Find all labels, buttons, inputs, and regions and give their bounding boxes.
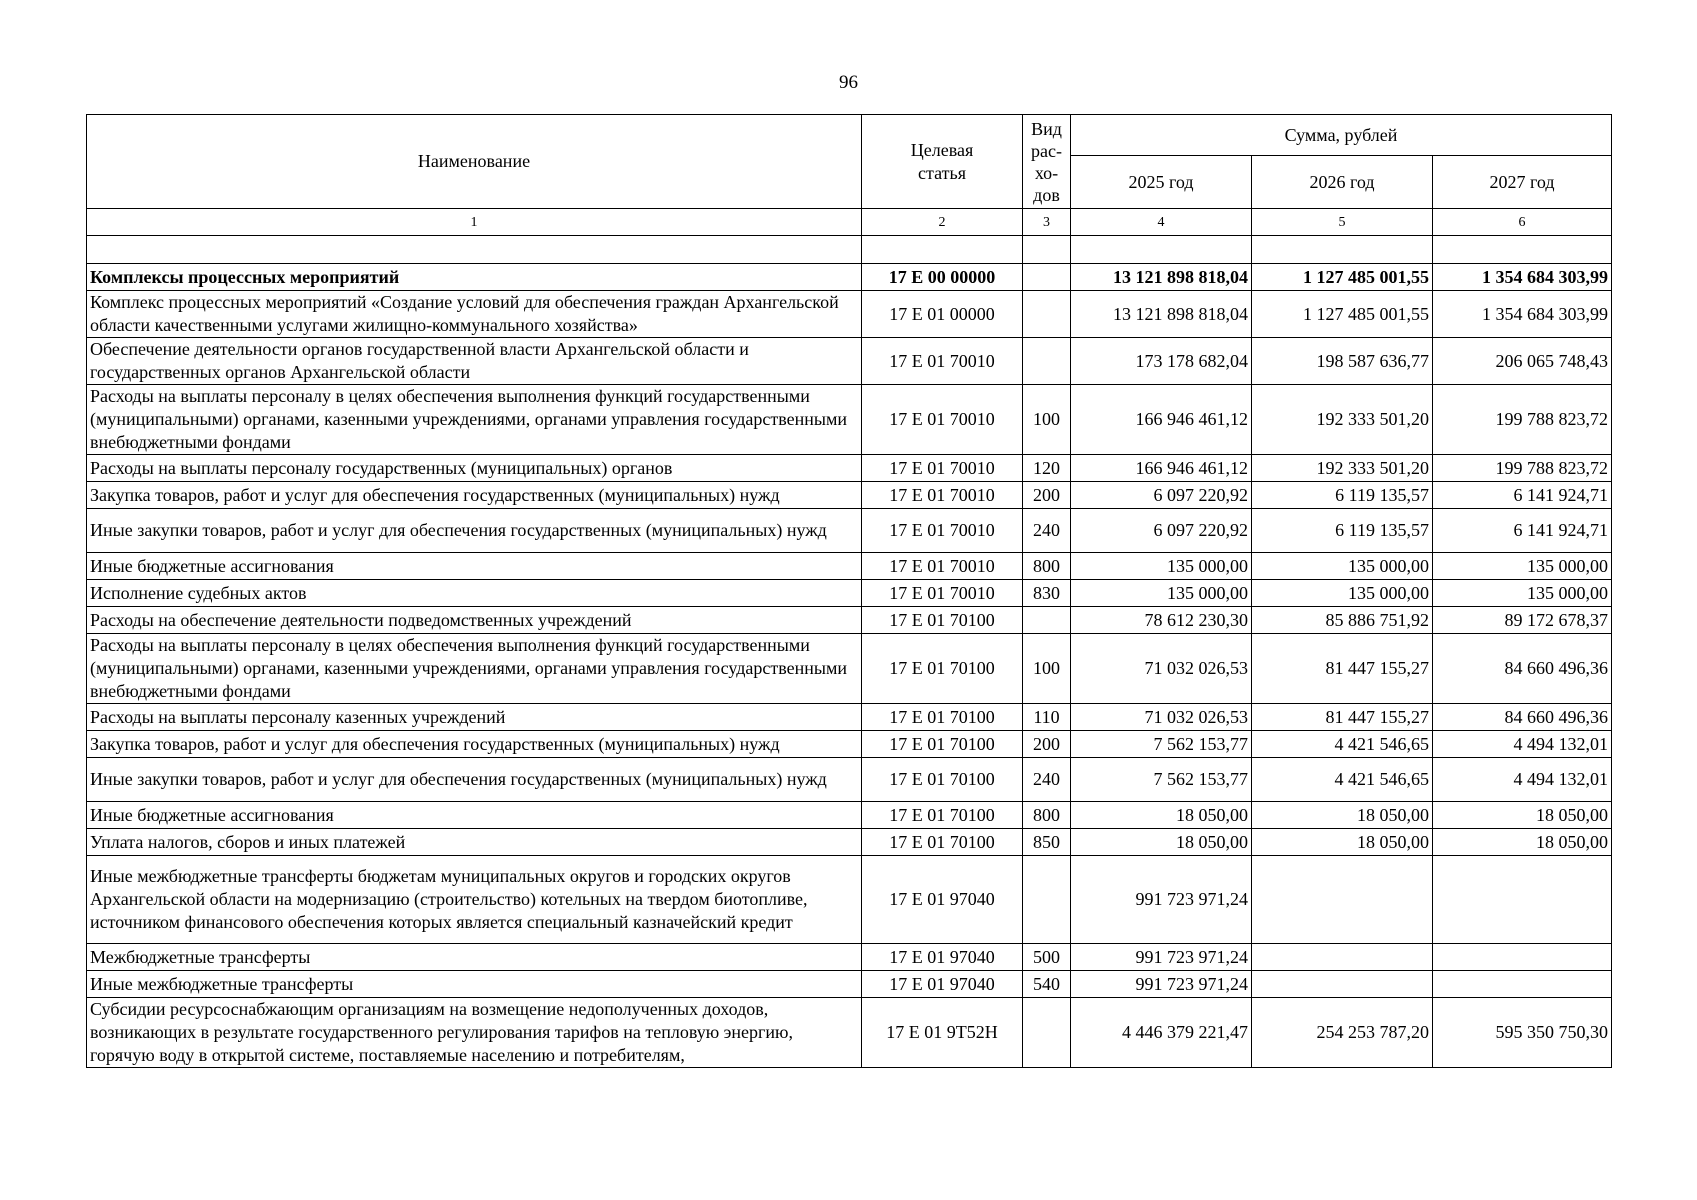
header-year-2026: 2026 год	[1252, 156, 1433, 209]
row-expense-type	[1023, 338, 1071, 385]
row-amount-2027: 4 494 132,01	[1433, 758, 1612, 802]
row-expense-type: 240	[1023, 509, 1071, 553]
row-amount-2027: 135 000,00	[1433, 580, 1612, 607]
table-row	[87, 731, 1612, 758]
row-amount-2026: 4 421 546,65	[1252, 758, 1433, 802]
row-amount-2026: 1 127 485 001,55	[1252, 264, 1433, 291]
row-amount-2026	[1252, 971, 1433, 998]
row-amount-2026	[1252, 856, 1433, 944]
row-amount-2025: 13 121 898 818,04	[1071, 264, 1252, 291]
table-row	[87, 607, 1612, 634]
table-body	[87, 264, 1612, 1068]
empty-row	[87, 236, 1612, 264]
row-amount-2025: 991 723 971,24	[1071, 971, 1252, 998]
column-number: 3	[1023, 209, 1071, 236]
row-amount-2025: 18 050,00	[1071, 802, 1252, 829]
row-amount-2027: 6 141 924,71	[1433, 509, 1612, 553]
row-amount-2026: 6 119 135,57	[1252, 482, 1433, 509]
row-name: Иные межбюджетные трансферты	[87, 971, 862, 998]
header-target-label: Целевая статья	[910, 139, 974, 183]
table-row	[87, 580, 1612, 607]
header-year-2025: 2025 год	[1071, 156, 1252, 209]
header-vid-line: хо-	[1034, 162, 1059, 183]
row-amount-2025: 6 097 220,92	[1071, 509, 1252, 553]
table-row	[87, 338, 1612, 385]
column-number: 4	[1071, 209, 1252, 236]
row-expense-type: 120	[1023, 455, 1071, 482]
row-amount-2026: 6 119 135,57	[1252, 509, 1433, 553]
row-amount-2026: 81 447 155,27	[1252, 634, 1433, 704]
row-amount-2027: 84 660 496,36	[1433, 634, 1612, 704]
row-amount-2025: 7 562 153,77	[1071, 758, 1252, 802]
row-name: Закупка товаров, работ и услуг для обеспечения государственных (муниципальных) нужд	[87, 731, 862, 758]
row-target-code: 17 Е 01 70100	[862, 607, 1023, 634]
empty-cell	[1252, 236, 1433, 264]
row-target-code: 17 Е 01 97040	[862, 856, 1023, 944]
table-row	[87, 944, 1612, 971]
row-amount-2025: 4 446 379 221,47	[1071, 998, 1252, 1068]
empty-cell	[87, 236, 862, 264]
row-amount-2027: 6 141 924,71	[1433, 482, 1612, 509]
header-target	[862, 115, 1023, 209]
empty-cell	[862, 236, 1023, 264]
row-amount-2026: 192 333 501,20	[1252, 455, 1433, 482]
row-name: Иные закупки товаров, работ и услуг для обеспечения государственных (муниципальных) нужд	[87, 509, 862, 553]
header-sum: Сумма, рублей	[1071, 115, 1612, 156]
row-target-code: 17 Е 01 70010	[862, 455, 1023, 482]
column-number: 1	[87, 209, 862, 236]
row-name: Расходы на выплаты персоналу государственных (муниципальных) органов	[87, 455, 862, 482]
row-amount-2025: 13 121 898 818,04	[1071, 291, 1252, 338]
row-amount-2027	[1433, 971, 1612, 998]
header-year-2027: 2027 год	[1433, 156, 1612, 209]
row-expense-type: 200	[1023, 482, 1071, 509]
row-amount-2027: 199 788 823,72	[1433, 455, 1612, 482]
row-name: Иные межбюджетные трансферты бюджетам муниципальных округов и городских округов Архангельской области на модернизацию (строительство) котельных на твердом биотопливе, источником финансового обеспечения которых является специальный казначейский кредит	[87, 856, 862, 944]
row-amount-2026: 135 000,00	[1252, 553, 1433, 580]
row-expense-type	[1023, 291, 1071, 338]
row-expense-type: 100	[1023, 634, 1071, 704]
row-expense-type: 200	[1023, 731, 1071, 758]
column-number: 5	[1252, 209, 1433, 236]
row-target-code: 17 Е 01 70100	[862, 802, 1023, 829]
row-expense-type	[1023, 264, 1071, 291]
row-expense-type: 850	[1023, 829, 1071, 856]
row-name: Иные бюджетные ассигнования	[87, 553, 862, 580]
row-name: Расходы на выплаты персоналу в целях обеспечения выполнения функций государственными (муниципальными) органами, казенными учреждениями, органами управления государственными внебюджетными фондами	[87, 634, 862, 704]
empty-cell	[1071, 236, 1252, 264]
row-amount-2025: 166 946 461,12	[1071, 455, 1252, 482]
row-amount-2025: 991 723 971,24	[1071, 856, 1252, 944]
table-row	[87, 704, 1612, 731]
row-amount-2027: 206 065 748,43	[1433, 338, 1612, 385]
row-expense-type	[1023, 998, 1071, 1068]
row-amount-2026: 18 050,00	[1252, 802, 1433, 829]
row-target-code: 17 Е 01 9Т52Н	[862, 998, 1023, 1068]
row-name: Межбюджетные трансферты	[87, 944, 862, 971]
row-amount-2025: 991 723 971,24	[1071, 944, 1252, 971]
row-expense-type: 240	[1023, 758, 1071, 802]
table-row	[87, 634, 1612, 704]
table-row	[87, 509, 1612, 553]
table-row	[87, 455, 1612, 482]
row-target-code: 17 Е 01 70010	[862, 509, 1023, 553]
row-amount-2026: 192 333 501,20	[1252, 385, 1433, 455]
table-row	[87, 856, 1612, 944]
row-amount-2026: 254 253 787,20	[1252, 998, 1433, 1068]
row-amount-2026: 85 886 751,92	[1252, 607, 1433, 634]
row-name: Комплекс процессных мероприятий «Создание условий для обеспечения граждан Архангельской области качественными услугами жилищно-коммунального хозяйства»	[87, 291, 862, 338]
row-target-code: 17 Е 01 70010	[862, 385, 1023, 455]
row-name: Закупка товаров, работ и услуг для обеспечения государственных (муниципальных) нужд	[87, 482, 862, 509]
row-amount-2027: 89 172 678,37	[1433, 607, 1612, 634]
row-amount-2025: 71 032 026,53	[1071, 634, 1252, 704]
table-row	[87, 482, 1612, 509]
row-amount-2027: 199 788 823,72	[1433, 385, 1612, 455]
row-target-code: 17 Е 01 70100	[862, 731, 1023, 758]
table-row	[87, 971, 1612, 998]
row-name: Иные закупки товаров, работ и услуг для обеспечения государственных (муниципальных) нужд	[87, 758, 862, 802]
row-amount-2026: 81 447 155,27	[1252, 704, 1433, 731]
header-vid-line: рас-	[1031, 140, 1062, 161]
row-expense-type: 800	[1023, 802, 1071, 829]
row-target-code: 17 Е 01 00000	[862, 291, 1023, 338]
row-amount-2025: 135 000,00	[1071, 553, 1252, 580]
table-row	[87, 758, 1612, 802]
row-amount-2027: 595 350 750,30	[1433, 998, 1612, 1068]
row-target-code: 17 Е 01 70100	[862, 758, 1023, 802]
row-expense-type: 800	[1023, 553, 1071, 580]
row-target-code: 17 Е 01 97040	[862, 971, 1023, 998]
row-amount-2027: 4 494 132,01	[1433, 731, 1612, 758]
row-amount-2026: 18 050,00	[1252, 829, 1433, 856]
row-amount-2027	[1433, 856, 1612, 944]
row-expense-type: 500	[1023, 944, 1071, 971]
row-name: Уплата налогов, сборов и иных платежей	[87, 829, 862, 856]
table-row	[87, 385, 1612, 455]
row-amount-2027: 84 660 496,36	[1433, 704, 1612, 731]
row-amount-2026: 1 127 485 001,55	[1252, 291, 1433, 338]
row-amount-2026: 135 000,00	[1252, 580, 1433, 607]
row-target-code: 17 Е 01 70010	[862, 580, 1023, 607]
header-vid-line: Вид	[1031, 118, 1062, 139]
empty-cell	[1433, 236, 1612, 264]
row-amount-2025: 71 032 026,53	[1071, 704, 1252, 731]
empty-cell	[1023, 236, 1071, 264]
row-name: Исполнение судебных актов	[87, 580, 862, 607]
row-name: Комплексы процессных мероприятий	[87, 264, 862, 291]
table-row	[87, 553, 1612, 580]
page-number: 96	[839, 72, 858, 93]
row-target-code: 17 Е 00 00000	[862, 264, 1023, 291]
row-amount-2025: 78 612 230,30	[1071, 607, 1252, 634]
row-name: Расходы на обеспечение деятельности подведомственных учреждений	[87, 607, 862, 634]
row-amount-2027	[1433, 944, 1612, 971]
row-target-code: 17 Е 01 70010	[862, 482, 1023, 509]
row-amount-2027: 18 050,00	[1433, 829, 1612, 856]
row-amount-2025: 7 562 153,77	[1071, 731, 1252, 758]
header-vid-line: дов	[1033, 184, 1060, 205]
row-amount-2027: 135 000,00	[1433, 553, 1612, 580]
row-name: Расходы на выплаты персоналу казенных учреждений	[87, 704, 862, 731]
header-name: Наименование	[87, 115, 862, 209]
row-expense-type: 110	[1023, 704, 1071, 731]
header-vid	[1023, 115, 1071, 209]
column-number: 2	[862, 209, 1023, 236]
row-target-code: 17 Е 01 70100	[862, 634, 1023, 704]
row-amount-2025: 18 050,00	[1071, 829, 1252, 856]
row-amount-2027: 1 354 684 303,99	[1433, 291, 1612, 338]
row-expense-type: 100	[1023, 385, 1071, 455]
table-row	[87, 829, 1612, 856]
row-expense-type: 830	[1023, 580, 1071, 607]
row-expense-type: 540	[1023, 971, 1071, 998]
row-target-code: 17 Е 01 70100	[862, 704, 1023, 731]
row-amount-2026	[1252, 944, 1433, 971]
row-amount-2026: 198 587 636,77	[1252, 338, 1433, 385]
table-row	[87, 802, 1612, 829]
row-target-code: 17 Е 01 70100	[862, 829, 1023, 856]
row-amount-2025: 166 946 461,12	[1071, 385, 1252, 455]
row-amount-2025: 135 000,00	[1071, 580, 1252, 607]
row-name: Субсидии ресурсоснабжающим организациям на возмещение недополученных доходов, возникающих в результате государственного регулирования тарифов на тепловую энергию, горячую воду в открытой системе, поставляемые населению и потребителям,	[87, 998, 862, 1068]
row-amount-2027: 18 050,00	[1433, 802, 1612, 829]
row-target-code: 17 Е 01 70010	[862, 553, 1023, 580]
row-amount-2026: 4 421 546,65	[1252, 731, 1433, 758]
row-expense-type	[1023, 856, 1071, 944]
row-name: Расходы на выплаты персоналу в целях обеспечения выполнения функций государственными (муниципальными) органами, казенными учреждениями, органами управления государственными внебюджетными фондами	[87, 385, 862, 455]
row-name: Обеспечение деятельности органов государственной власти Архангельской области и государственных органов Архангельской области	[87, 338, 862, 385]
row-name: Иные бюджетные ассигнования	[87, 802, 862, 829]
column-number: 6	[1433, 209, 1612, 236]
row-target-code: 17 Е 01 70010	[862, 338, 1023, 385]
row-target-code: 17 Е 01 97040	[862, 944, 1023, 971]
row-amount-2025: 173 178 682,04	[1071, 338, 1252, 385]
row-expense-type	[1023, 607, 1071, 634]
row-amount-2025: 6 097 220,92	[1071, 482, 1252, 509]
table-row	[87, 998, 1612, 1068]
table-row	[87, 264, 1612, 291]
budget-table	[86, 114, 1612, 1068]
row-amount-2027: 1 354 684 303,99	[1433, 264, 1612, 291]
table-row	[87, 291, 1612, 338]
